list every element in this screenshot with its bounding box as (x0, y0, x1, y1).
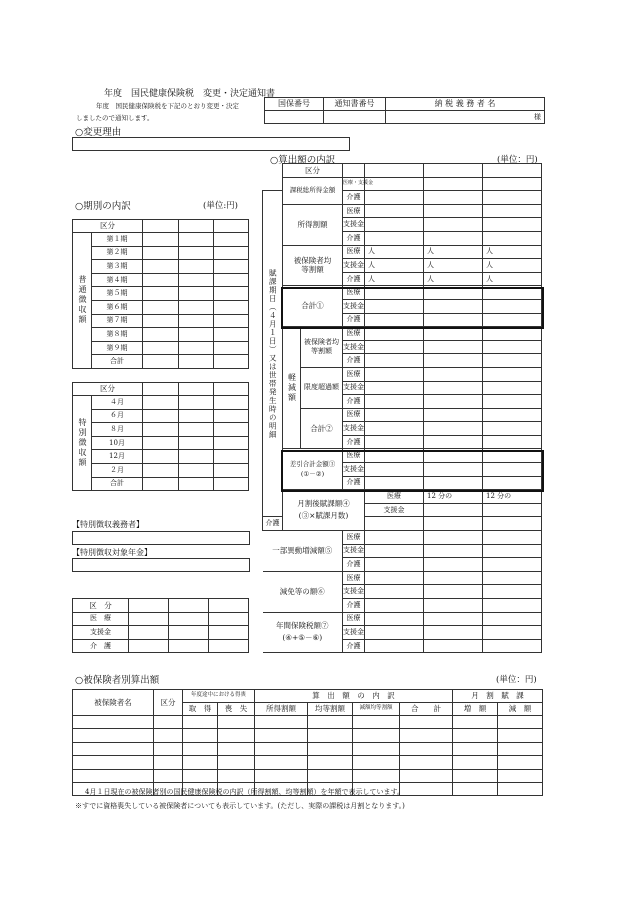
insured-table (72, 689, 543, 796)
footnote-1: 4月１日現在の被保険者別の国民健康保険税の内訳（所得割額、均等割額）を年額で表示しています。 (85, 788, 404, 796)
cat-label: 医療 (343, 449, 365, 463)
period-row-label: 第３期 (92, 260, 143, 274)
period-row-label: 第７期 (92, 314, 143, 328)
partial-change-label: 一部異動増減額⑤ (263, 531, 343, 572)
twelfth-mark: 12 分の (483, 490, 542, 504)
category-row-label: 介 護 (73, 639, 129, 653)
policy-no-value (265, 111, 324, 124)
net-total-line-2: (①－②) (300, 470, 325, 479)
person-mark: 人 (424, 259, 483, 273)
assessment-date-label: 賦課期日（４月１日）又は世帯発生時の明細 (263, 191, 283, 517)
cat-label: 介護 (263, 517, 283, 531)
table-row (73, 769, 543, 782)
cat-label: 介護 (343, 476, 365, 490)
calc-breakdown-title: ○算出額の内訳 (270, 155, 336, 166)
col-total: 合 計 (400, 703, 453, 716)
category-table (72, 598, 249, 653)
special-obligor-label: 【特別徴収義務者】 (72, 520, 144, 529)
cat-label: 支援金 (343, 422, 365, 436)
special-pension-box (72, 558, 250, 572)
taxpayer-name-header: 納 税 義 務 者 名 (386, 98, 545, 111)
cat-label: 介護 (343, 272, 365, 286)
document-title: 年度 国民健康保険税 変更・決定通知書 (104, 89, 276, 99)
period-row-label: 第８期 (92, 328, 143, 342)
cat-label: 支援金 (343, 218, 365, 232)
period-row-label: 第４期 (92, 273, 143, 287)
cat-label: 医療 (343, 245, 365, 259)
special-obligor-box (72, 531, 250, 545)
special-row-label: ４月 (92, 396, 143, 410)
table-row (73, 716, 543, 729)
special-row-label: 12月 (92, 450, 143, 464)
cat-label: 医療 (365, 490, 424, 504)
reduction-label: 軽減額 (283, 327, 301, 449)
cat-label: 支援金 (343, 463, 365, 477)
cat-label: 医療 (343, 286, 365, 300)
annual-line-2: (④+⑤－⑥) (282, 633, 323, 643)
cat-label: 介護 (343, 191, 365, 205)
cat-label: 支援金 (343, 585, 365, 599)
total-1-label: 合計① (283, 286, 343, 327)
person-mark: 人 (483, 272, 542, 286)
notice-no-value (324, 111, 386, 124)
col-increase: 増 額 (453, 703, 498, 716)
notice-line-1: 年度 国民健康保険税を下記のとおり変更・決定 (96, 102, 239, 110)
person-mark: 人 (365, 245, 424, 259)
col-monthly: 月 割 賦 課 (453, 690, 543, 703)
cat-label: 支援金 (365, 503, 424, 517)
calc-table (262, 163, 542, 653)
net-total-line-1: 差引合計金額③ (289, 459, 336, 468)
col-acquire: 取 得 (183, 703, 218, 716)
monthly-line-2: (③×賦課月数) (298, 511, 349, 521)
table-row (73, 756, 543, 769)
footnote-2: ※すでに資格喪失している被保険者についても表示しています。(ただし、実際の課税は月割となります。) (75, 802, 405, 810)
special-row-label: 10月 (92, 436, 143, 450)
per-capita-label: 被保険者均等割額 (283, 245, 343, 286)
calc-table-header: 区分 (283, 164, 343, 178)
col-income-levy: 所得割額 (255, 703, 308, 716)
special-total-label: 合計 (92, 477, 143, 491)
period-total-label: 合計 (92, 355, 143, 369)
person-mark: 人 (365, 272, 424, 286)
col-calc: 算 出 額 の 内 訳 (255, 690, 453, 703)
cat-label: 介護 (343, 435, 365, 449)
cat-label: 支援金 (343, 299, 365, 313)
col-lose: 喪 失 (218, 703, 255, 716)
twelfth-mark: 12 分の (424, 490, 483, 504)
total-2-label: 合計② (301, 408, 343, 449)
ordinary-collection-label: 普通徴収額 (73, 233, 92, 369)
cat-label: 医療 (343, 531, 365, 545)
cat-label: 医療 (343, 367, 365, 381)
period-row-label: 第６期 (92, 300, 143, 314)
taxpayer-name-value (386, 111, 545, 124)
category-row-label: 支援金 (73, 626, 129, 640)
notice-line-2: しましたので通知します。 (76, 114, 154, 122)
special-table-header: 区分 (73, 383, 143, 396)
special-collection-table (72, 382, 249, 491)
period-row-label: 第９期 (92, 341, 143, 355)
exemption-label: 減免等の額⑥ (263, 571, 343, 612)
change-reason-box (72, 137, 350, 151)
cat-label: 医療 (343, 612, 365, 626)
honorific: 様 (534, 112, 541, 121)
change-reason-label: ○変更理由 (75, 127, 122, 138)
cat-label: 介護 (343, 599, 365, 613)
cat-label: 支援金 (343, 381, 365, 395)
annual-line-1: 年間保険税額⑦ (276, 621, 329, 631)
limit-over-label: 限度超過額 (301, 367, 343, 408)
special-pension-label: 【特別徴収対象年金】 (72, 548, 152, 557)
calc-breakdown-unit: (単位：円) (497, 155, 538, 165)
taxable-income-label: 課税総所得金額 (283, 177, 343, 204)
cat-label: 介護 (343, 558, 365, 572)
reduction-per-capita-label: 被保険者均等割額 (301, 327, 343, 368)
monthly-line-1: 月割後賦課額④ (297, 499, 350, 509)
cat-label: 介護 (343, 231, 365, 245)
person-mark: 人 (424, 272, 483, 286)
cat-label: 医療 (343, 204, 365, 218)
annual-tax-label (263, 612, 343, 653)
cat-label: 支援金 (343, 340, 365, 354)
col-category: 区分 (154, 690, 183, 716)
special-row-label: ２月 (92, 463, 143, 477)
income-subcategory: 医療・支援金 (343, 177, 365, 191)
notice-no-header: 通知書番号 (324, 98, 386, 111)
col-insured-name: 被保険者名 (73, 690, 154, 716)
cat-label: 医療 (343, 408, 365, 422)
period-table (72, 219, 249, 369)
person-mark: 人 (424, 245, 483, 259)
net-total-label (283, 449, 343, 490)
income-levy-label: 所得割額 (283, 204, 343, 245)
cat-label: 医療 (343, 571, 365, 585)
insured-unit: (単位：円) (496, 675, 537, 685)
monthly-levy-label (283, 490, 365, 531)
cat-label: 介護 (343, 395, 365, 409)
person-mark: 人 (483, 259, 542, 273)
period-row-label: 第２期 (92, 246, 143, 260)
col-mid-year: 年度途中における得喪 (183, 690, 255, 703)
period-row-label: 第５期 (92, 287, 143, 301)
cat-label: 医療 (343, 327, 365, 341)
col-per-capita: 均等割額 (308, 703, 353, 716)
period-breakdown-unit: (単位:円) (203, 201, 238, 211)
period-table-header: 区分 (73, 220, 143, 233)
special-collection-label: 特別徴収額 (73, 396, 92, 491)
special-row-label: ８月 (92, 423, 143, 437)
cat-label: 介護 (343, 354, 365, 368)
col-decrease: 減 額 (498, 703, 543, 716)
period-breakdown-title: ○期別の内訳 (75, 201, 131, 212)
insured-title: ○被保険者別算出額 (75, 675, 160, 686)
special-row-label: ６月 (92, 409, 143, 423)
category-row-label: 医 療 (73, 612, 129, 626)
table-row (73, 729, 543, 742)
cat-label: 支援金 (343, 259, 365, 273)
cat-label: 支援金 (343, 544, 365, 558)
period-row-label: 第１期 (92, 233, 143, 247)
cat-label: 支援金 (343, 626, 365, 640)
table-row (73, 742, 543, 755)
cat-label: 介護 (343, 313, 365, 327)
taxpayer-header-table (264, 97, 545, 124)
person-mark: 人 (365, 259, 424, 273)
category-header: 区 分 (73, 599, 129, 613)
person-mark: 人 (483, 245, 542, 259)
col-reduction: 減額均等割額 (353, 703, 400, 716)
policy-no-header: 国保番号 (265, 98, 324, 111)
cat-label: 介護 (343, 639, 365, 653)
